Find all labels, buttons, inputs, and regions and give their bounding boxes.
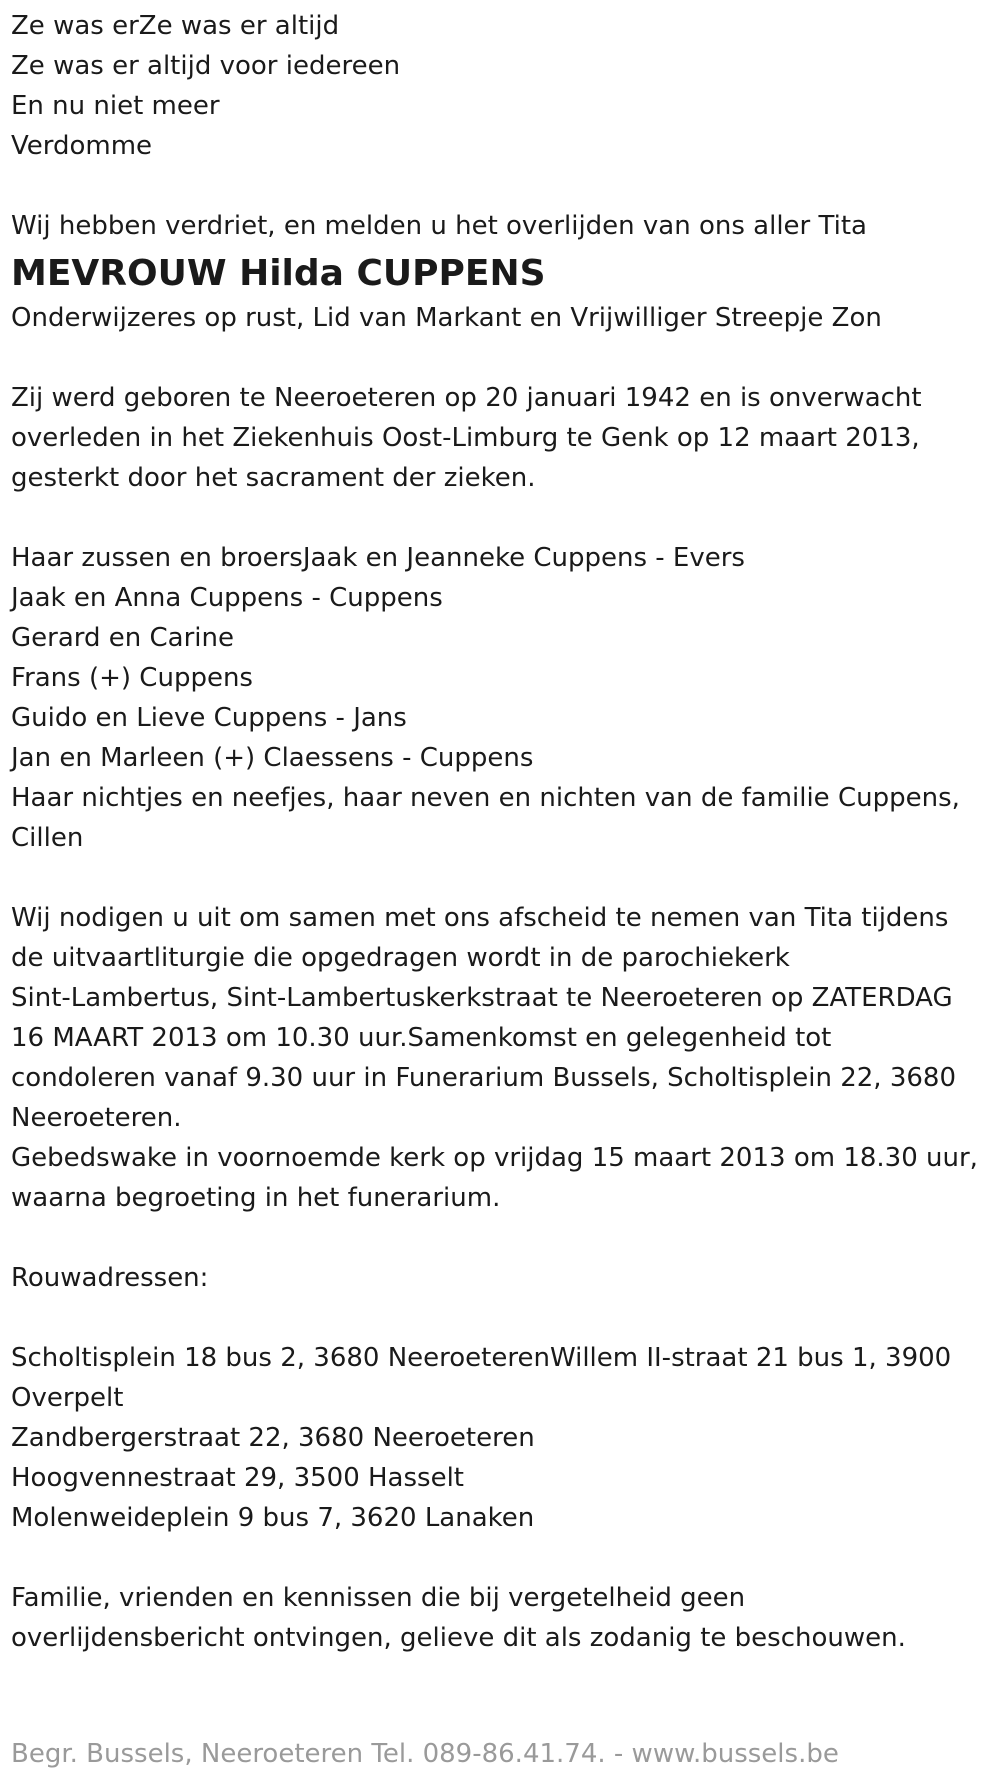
spacer [11, 1218, 996, 1258]
funeral-home-footer: Begr. Bussels, Neeroeteren Tel. 089-86.41.74. - www.bussels.be [11, 1739, 839, 1769]
address-line: Hoogvennestraat 29, 3500 Hasselt [11, 1463, 464, 1493]
address-line: Molenweideplein 9 bus 7, 3620 Lanaken [11, 1503, 535, 1533]
spacer [11, 166, 996, 206]
ceremony-line: Wij nodigen u uit om samen met ons afscheid te nemen van Tita tijdens [11, 903, 949, 933]
addresses-label: Rouwadressen: [11, 1263, 209, 1293]
ceremony-line: condoleren vanaf 9.30 uur in Funerarium Bussels, Scholtisplein 22, 3680 [11, 1063, 956, 1093]
family-line: Frans (+) Cuppens [11, 663, 253, 693]
closing-line: Familie, vrienden en kennissen die bij vergetelheid geen [11, 1583, 746, 1613]
deceased-name: MEVROUW Hilda CUPPENS [11, 253, 546, 294]
poem-line: Ze was erZe was er altijd [11, 11, 340, 41]
spacer [11, 1538, 996, 1578]
ceremony-line: Sint-Lambertus, Sint-Lambertuskerkstraat te Neeroeteren op ZATERDAG [11, 983, 953, 1013]
address-line: Scholtisplein 18 bus 2, 3680 NeeroeterenWillem II-straat 21 bus 1, 3900 [11, 1343, 952, 1373]
poem-line: Verdomme [11, 131, 153, 161]
ceremony-line: 16 MAART 2013 om 10.30 uur.Samenkomst en gelegenheid tot [11, 1023, 832, 1053]
ceremony-line: waarna begroeting in het funerarium. [11, 1183, 501, 1213]
spacer [11, 498, 996, 538]
ceremony-block [11, 898, 996, 1218]
family-line: Gerard en Carine [11, 623, 234, 653]
poem-block [11, 6, 996, 166]
family-line: Cillen [11, 823, 84, 853]
ceremony-line: Gebedswake in voornoemde kerk op vrijdag 15 maart 2013 om 18.30 uur, [11, 1143, 978, 1173]
obituary-document [11, 6, 996, 1658]
poem-line: Ze was er altijd voor iedereen [11, 51, 401, 81]
closing-block [11, 1578, 996, 1658]
poem-line: En nu niet meer [11, 91, 220, 121]
addresses-block [11, 1338, 996, 1538]
spacer [11, 1298, 996, 1338]
ceremony-line: Neeroeteren. [11, 1103, 182, 1133]
family-line: Guido en Lieve Cuppens - Jans [11, 703, 407, 733]
birth-death-block [11, 378, 996, 498]
family-line: Haar nichtjes en neefjes, haar neven en nichten van de familie Cuppens, [11, 783, 960, 813]
ceremony-line: de uitvaartliturgie die opgedragen wordt in de parochiekerk [11, 943, 790, 973]
birth-death-line: gesterkt door het sacrament der zieken. [11, 463, 536, 493]
address-line: Zandbergerstraat 22, 3680 Neeroeteren [11, 1423, 535, 1453]
family-line: Haar zussen en broersJaak en Jeanneke Cuppens - Evers [11, 543, 745, 573]
spacer [11, 338, 996, 378]
closing-line: overlijdensbericht ontvingen, gelieve dit als zodanig te beschouwen. [11, 1623, 906, 1653]
family-block [11, 538, 996, 858]
deceased-subtitle: Onderwijzeres op rust, Lid van Markant en Vrijwilliger Streepje Zon [11, 303, 882, 333]
spacer [11, 858, 996, 898]
intro-text: Wij hebben verdriet, en melden u het overlijden van ons aller Tita [11, 211, 867, 241]
birth-death-line: Zij werd geboren te Neeroeteren op 20 januari 1942 en is onverwacht [11, 383, 922, 413]
family-line: Jan en Marleen (+) Claessens - Cuppens [11, 743, 534, 773]
family-line: Jaak en Anna Cuppens - Cuppens [11, 583, 443, 613]
birth-death-line: overleden in het Ziekenhuis Oost-Limburg te Genk op 12 maart 2013, [11, 423, 920, 453]
address-line: Overpelt [11, 1383, 124, 1413]
